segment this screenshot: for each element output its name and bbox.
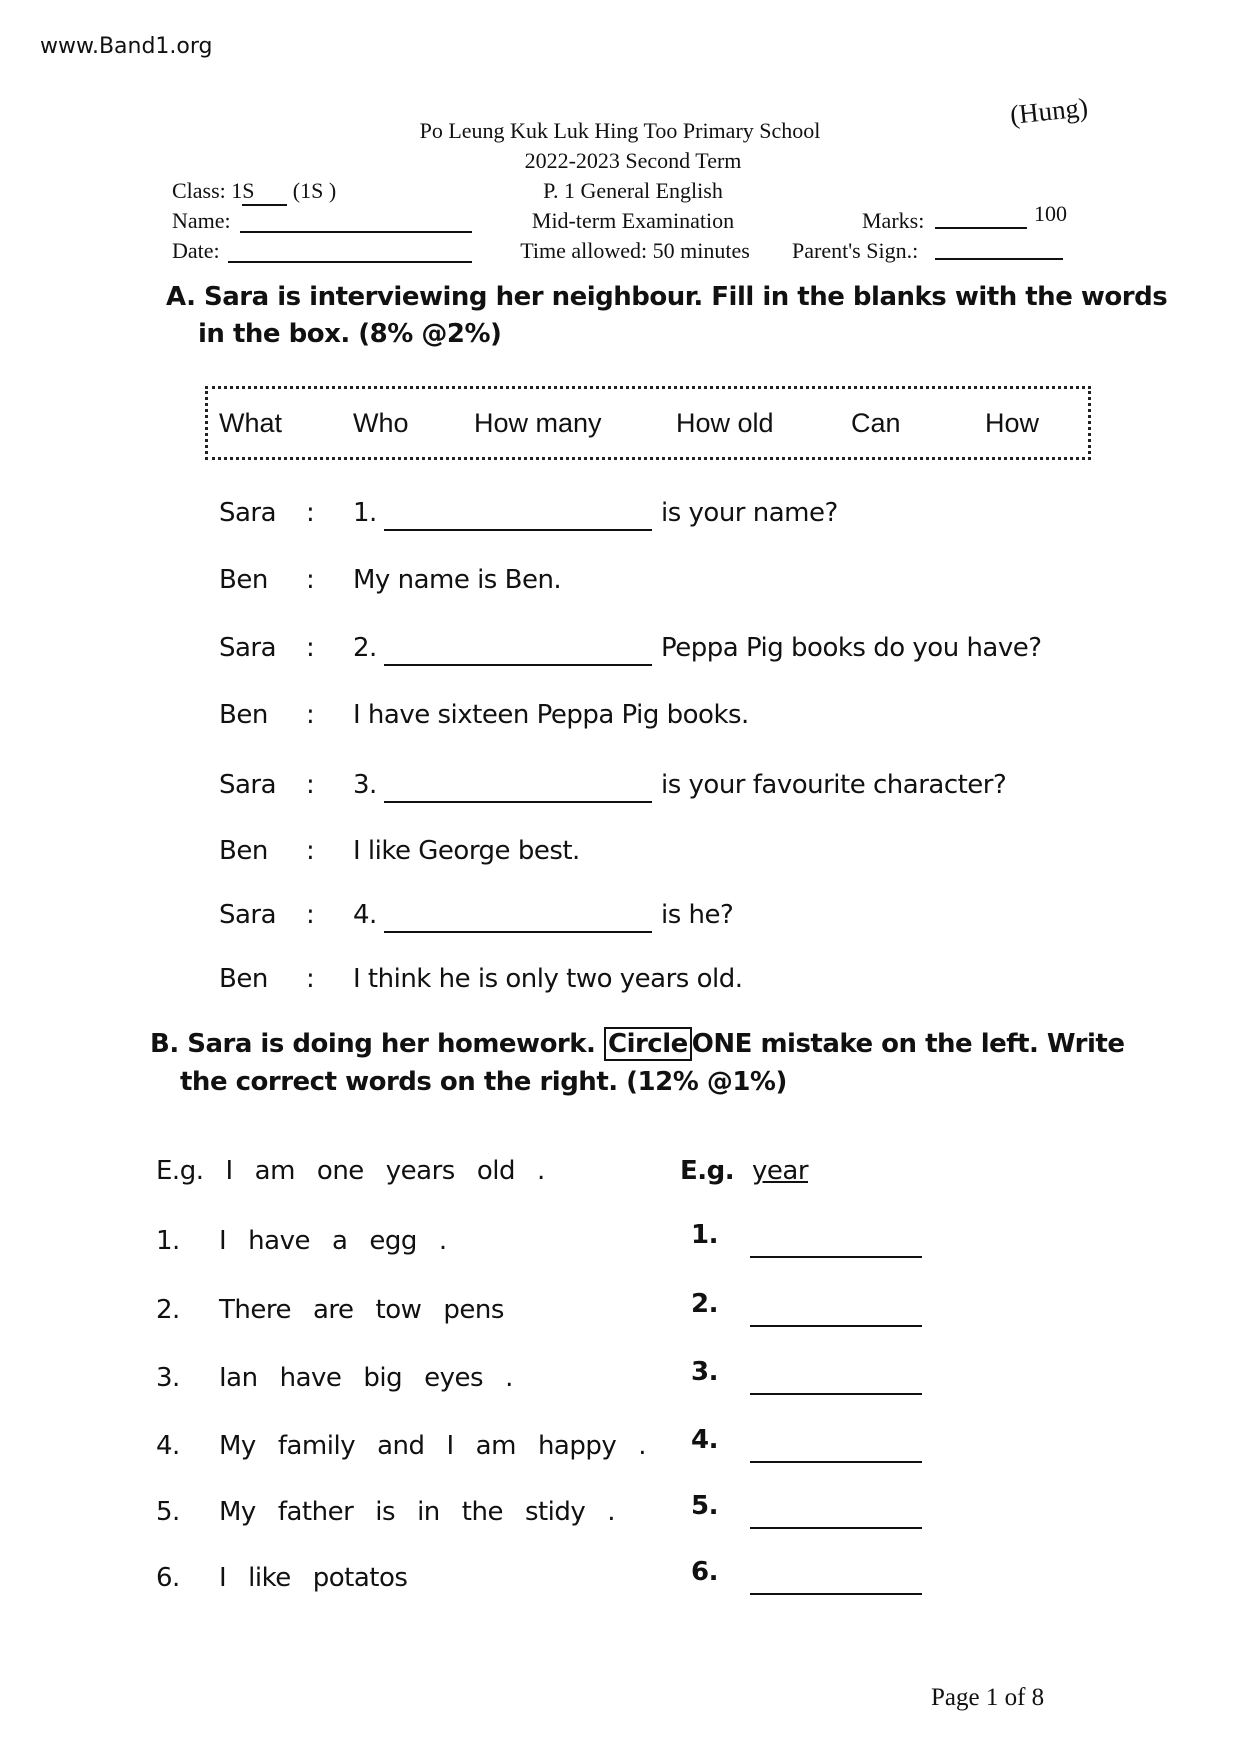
speaker-name: Sara <box>219 770 277 800</box>
reply-text: I have sixteen Peppa Pig books. <box>353 700 749 730</box>
class-field[interactable] <box>172 178 336 206</box>
marks-field[interactable] <box>935 227 1027 229</box>
section-b-heading <box>150 1029 1124 1059</box>
word[interactable]: am <box>475 1431 516 1461</box>
item-number: 2. <box>156 1295 180 1325</box>
question-number: 4. <box>353 900 377 930</box>
mistake-sentence[interactable] <box>219 1226 469 1256</box>
word[interactable]: I <box>446 1431 454 1461</box>
item-number: 6. <box>156 1563 180 1593</box>
word[interactable]: tow <box>375 1295 422 1325</box>
answer-blank[interactable] <box>384 801 652 803</box>
box-word: How old <box>676 408 774 438</box>
word[interactable]: father <box>277 1497 354 1527</box>
colon: : <box>306 900 315 930</box>
colon: : <box>306 565 315 595</box>
correction-blank[interactable] <box>750 1325 922 1327</box>
answer-number: 3. <box>691 1357 718 1387</box>
word: am <box>254 1156 295 1186</box>
marks-total: 100 <box>1034 201 1067 226</box>
word[interactable]: I <box>219 1226 227 1256</box>
question-number: 1. <box>353 498 377 528</box>
marks-label: Marks: <box>862 208 925 233</box>
colon: : <box>306 770 315 800</box>
mistake-sentence[interactable] <box>219 1497 637 1527</box>
subject: P. 1 General English <box>543 178 723 203</box>
time-allowed: Time allowed: 50 minutes <box>520 238 750 263</box>
answer-blank[interactable] <box>384 664 652 666</box>
reply-text: I like George best. <box>353 836 580 866</box>
word[interactable]: I <box>219 1563 227 1593</box>
mistake-sentence[interactable] <box>219 1363 535 1393</box>
box-word: What <box>219 408 283 438</box>
answer-number: 2. <box>691 1289 718 1319</box>
speaker-name: Ben <box>219 964 268 994</box>
answer-number: 1. <box>691 1220 718 1250</box>
section-b-heading-line2: the correct words on the right. (12% @1%) <box>180 1067 787 1097</box>
speaker-name: Sara <box>219 900 277 930</box>
word[interactable]: . <box>438 1226 447 1256</box>
question-number: 2. <box>353 633 377 663</box>
date-field[interactable] <box>228 261 472 263</box>
answer-number: 6. <box>691 1557 718 1587</box>
word[interactable]: Ian <box>219 1363 258 1393</box>
parent-sign-label: Parent's Sign.: <box>792 238 919 263</box>
colon: : <box>306 700 315 730</box>
word[interactable]: pens <box>443 1295 504 1325</box>
word[interactable]: the <box>461 1497 503 1527</box>
word[interactable]: egg <box>369 1226 417 1256</box>
speaker-name: Ben <box>219 565 268 595</box>
example-answer-label: E.g. <box>680 1156 735 1186</box>
mistake-sentence[interactable] <box>219 1431 668 1461</box>
name-label: Name: <box>172 208 231 233</box>
teacher-note: (Hung) <box>1008 92 1090 130</box>
word[interactable]: potatos <box>312 1563 408 1593</box>
word: years <box>385 1156 455 1186</box>
section-b-heading-post: ONE mistake on the left. Write <box>691 1029 1125 1059</box>
item-number: 4. <box>156 1431 180 1461</box>
term: 2022-2023 Second Term <box>524 148 742 173</box>
colon: : <box>306 498 315 528</box>
item-number: 1. <box>156 1226 180 1256</box>
box-word: Who <box>353 408 409 438</box>
correction-blank[interactable] <box>750 1527 922 1529</box>
word[interactable]: family <box>277 1431 356 1461</box>
page-number: Page 1 of 8 <box>931 1684 1045 1711</box>
parent-sign-field[interactable] <box>935 258 1063 260</box>
box-word: How many <box>474 408 602 438</box>
word[interactable]: . <box>607 1497 616 1527</box>
correction-blank[interactable] <box>750 1461 922 1463</box>
answer-blank[interactable] <box>384 931 652 933</box>
question-text: is your favourite character? <box>661 770 1007 800</box>
word-box <box>205 386 1091 460</box>
example-answer: year <box>752 1156 809 1186</box>
word: . <box>537 1156 545 1186</box>
question-number: 3. <box>353 770 377 800</box>
word[interactable]: a <box>331 1226 348 1256</box>
mistake-sentence[interactable] <box>219 1295 526 1325</box>
speaker-name: Ben <box>219 700 268 730</box>
circle-keyword: Circle <box>604 1027 692 1061</box>
box-word: How <box>985 408 1040 438</box>
section-a-heading: A. Sara is interviewing her neighbour. Fill in the blanks with the words <box>166 282 1168 312</box>
colon: : <box>306 836 315 866</box>
question-text: is your name? <box>661 498 838 528</box>
speaker-name: Ben <box>219 836 268 866</box>
school-name: Po Leung Kuk Luk Hing Too Primary School <box>419 118 821 143</box>
word[interactable]: eyes <box>424 1363 484 1393</box>
colon: : <box>306 964 315 994</box>
exam-type: Mid-term Examination <box>531 208 735 233</box>
word[interactable]: are <box>312 1295 354 1325</box>
word[interactable]: like <box>248 1563 291 1593</box>
name-field[interactable] <box>240 231 472 233</box>
speaker-name: Sara <box>219 633 277 663</box>
section-a-heading-line2: in the box. (8% @2%) <box>198 319 502 349</box>
correction-blank[interactable] <box>750 1593 922 1595</box>
word[interactable]: big <box>363 1363 403 1393</box>
word[interactable]: . <box>638 1431 647 1461</box>
class-number: (1S ) <box>292 178 337 203</box>
word[interactable]: stidy <box>524 1497 586 1527</box>
example-label: E.g. <box>156 1156 204 1186</box>
section-b-heading-pre: B. Sara is doing her homework. <box>150 1029 596 1059</box>
word[interactable]: have <box>279 1363 342 1393</box>
watermark-url: www.Band1.org <box>40 34 213 59</box>
word[interactable]: in <box>417 1497 440 1527</box>
question-text: is he? <box>661 900 734 930</box>
answer-blank[interactable] <box>384 529 652 531</box>
correction-blank[interactable] <box>750 1393 922 1395</box>
reply-text: My name is Ben. <box>353 565 562 595</box>
answer-number: 4. <box>691 1425 718 1455</box>
word: one <box>316 1156 364 1186</box>
word[interactable]: have <box>248 1226 310 1256</box>
class-label: Class: 1 <box>172 178 243 203</box>
item-number: 3. <box>156 1363 180 1393</box>
word[interactable]: happy <box>537 1431 617 1461</box>
word[interactable]: and <box>377 1431 425 1461</box>
word: I <box>225 1156 233 1186</box>
speaker-name: Sara <box>219 498 277 528</box>
box-word: Can <box>851 408 901 438</box>
class-value: S <box>242 178 287 206</box>
word[interactable]: is <box>375 1497 396 1527</box>
date-label: Date: <box>172 238 220 263</box>
correction-blank[interactable] <box>750 1256 922 1258</box>
word[interactable]: There <box>219 1295 291 1325</box>
word[interactable]: . <box>505 1363 513 1393</box>
word[interactable]: My <box>219 1497 256 1527</box>
word[interactable]: My <box>219 1431 256 1461</box>
answer-number: 5. <box>691 1491 718 1521</box>
mistake-sentence[interactable] <box>219 1563 429 1593</box>
colon: : <box>306 633 315 663</box>
reply-text: I think he is only two years old. <box>353 964 743 994</box>
question-text: Peppa Pig books do you have? <box>661 633 1042 663</box>
word: old <box>476 1156 515 1186</box>
item-number: 5. <box>156 1497 180 1527</box>
example-sentence <box>156 1156 567 1186</box>
